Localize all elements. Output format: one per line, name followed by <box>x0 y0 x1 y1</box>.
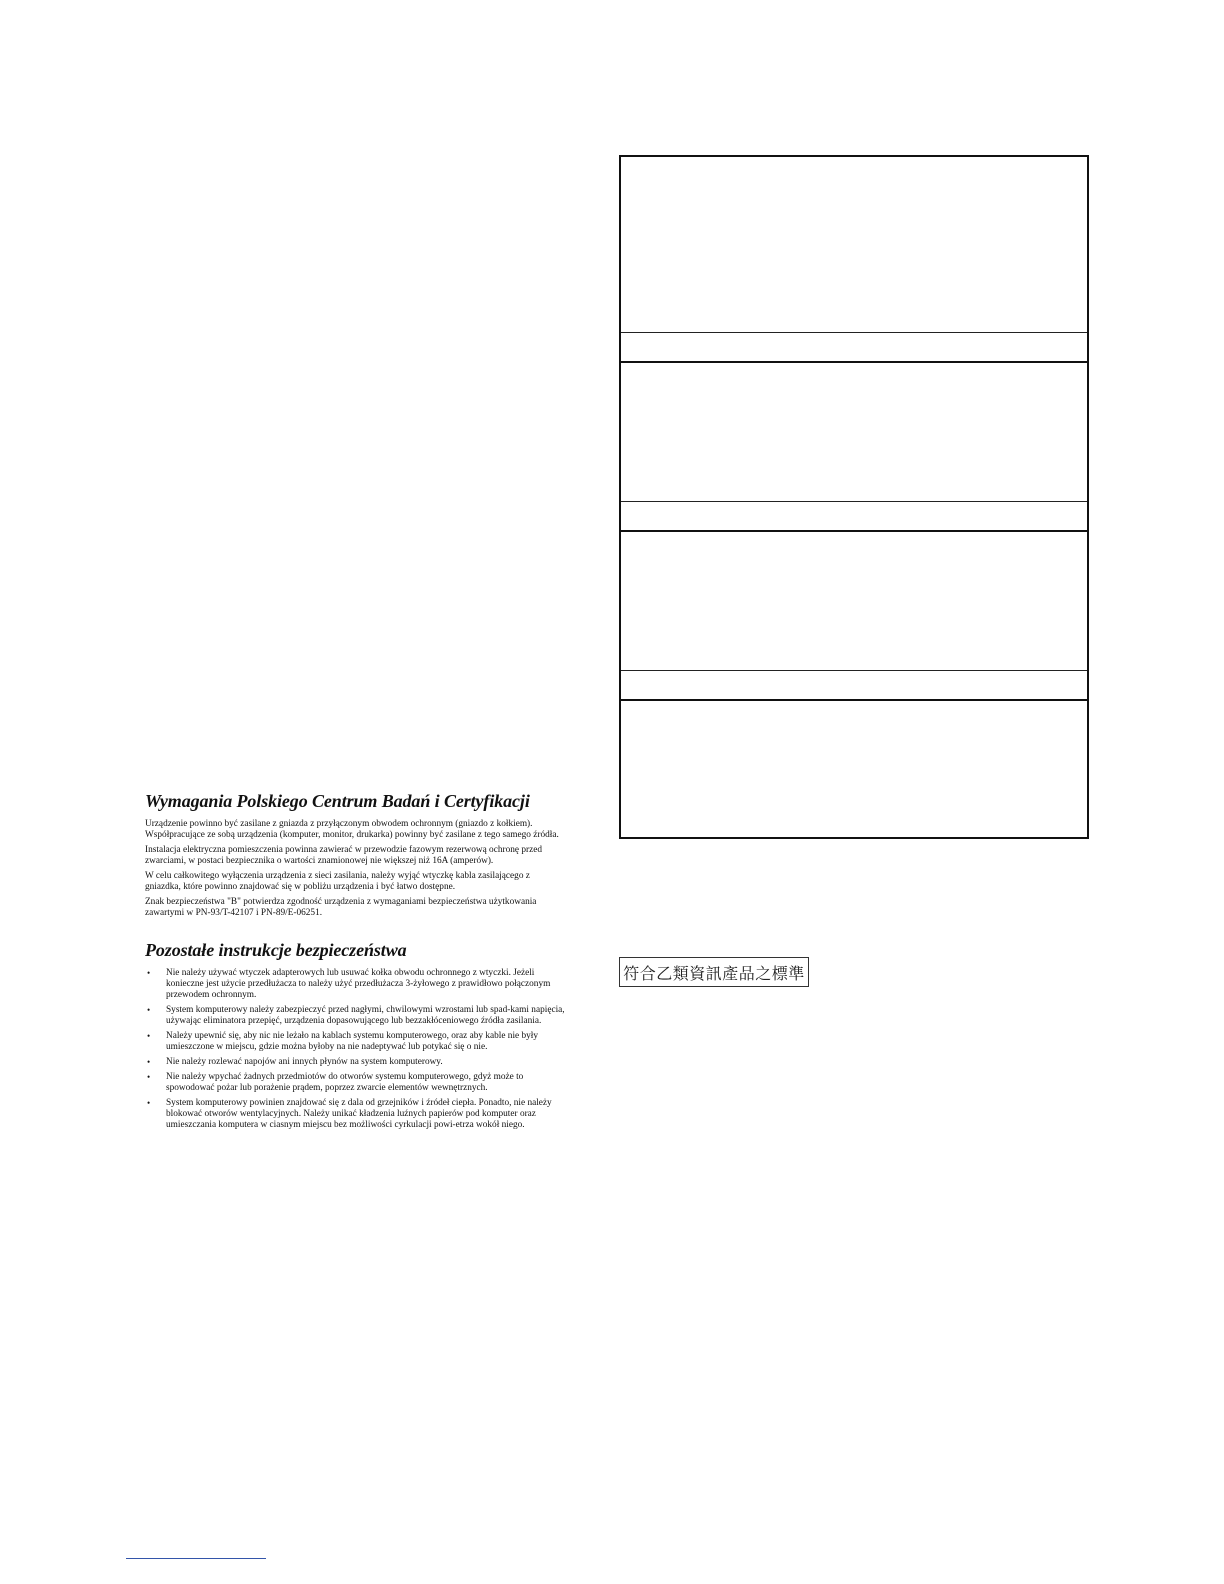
list-item <box>145 1005 565 1027</box>
list-item <box>145 1098 565 1131</box>
certification-box-table <box>619 155 1089 839</box>
list-item-text: System komputerowy powinien znajdować się z dala od grzejników i źródeł ciepła. Ponadto, nie należy blokować otworów wentylacyjnych. Należy unikać kładzenia luźnych papierów pod komputer oraz umieszczania komputera w ciasnym miejscu bez możliwości cyrkulacji powi-etrza wokół niego. <box>166 1098 552 1130</box>
pcbc-paragraph: Instalacja elektryczna pomieszczenia powinna zawierać w przewodzie fazowym rezerwową ochronę przed zwarciami, w postaci bezpiecznika o wartości znamionowej nie większej niż 16A (amperów). <box>145 845 542 866</box>
certification-box-cell <box>621 532 1087 671</box>
footnote-separator <box>126 1558 266 1559</box>
bullet-icon: • <box>147 1057 151 1067</box>
pcbc-paragraph: Urządzenie powinno być zasilane z gniazda z przyłączonym obwodem ochronnym (gniazdo z kołkiem). Współpracujące ze sobą urządzenia (komputer, monitor, drukarka) powinny być zasilane z tego samego źródła. <box>145 819 559 840</box>
list-item-text: Nie należy używać wtyczek adapterowych lub usuwać kołka obwodu ochronnego z wtyczki. Jeżeli konieczne jest użycie przedłużacza to należy użyć przedłużacza 3-żyłowego z prawidłowo połączonym przewodem ochronnym. <box>166 968 551 1000</box>
list-item <box>145 1031 565 1053</box>
pcbc-heading: Wymagania Polskiego Centrum Badań i Certyfikacji <box>145 791 530 811</box>
list-item-text: Nie należy wpychać żadnych przedmiotów do otworów systemu komputerowego, gdyż może to spowodować pożar lub porażenie prądem, poprzez zwarcie elementów wewnętrznych. <box>166 1072 524 1093</box>
bullet-icon: • <box>147 1098 151 1108</box>
other-safety-section <box>145 939 565 1131</box>
certification-box-cell <box>621 157 1087 333</box>
list-item-text: System komputerowy należy zabezpieczyć przed nagłymi, chwilowymi wzrostami lub spad-kami napięcia, używając eliminatora przepięć, urządzenia dopasowującego lub bezzakłóceniowego źródła zasilania. <box>166 1005 565 1026</box>
list-item-text: Należy upewnić się, aby nic nie leżało na kablach systemu komputerowego, oraz aby kable nie były umieszczone w miejscu, gdzie można byłoby na nie nadeptywać lub potykać się o nie. <box>166 1031 539 1052</box>
bullet-icon: • <box>147 1005 151 1015</box>
certification-box-cell <box>621 363 1087 502</box>
pcbc-paragraph: W celu całkowitego wyłączenia urządzenia z sieci zasilania, należy wyjąć wtyczkę kabla zasilającego z gniazdka, które powinno znajdować się w pobliżu urządzenia i być łatwo dostępne. <box>145 871 530 892</box>
certification-box-header-cell <box>621 502 1087 532</box>
certification-box-header-cell <box>621 671 1087 701</box>
list-item <box>145 1057 565 1068</box>
certification-box-cell <box>621 701 1087 837</box>
list-item <box>145 1072 565 1094</box>
certification-box-header-cell <box>621 333 1087 363</box>
pcbc-paragraph: Znak bezpieczeństwa "B" potwierdza zgodność urządzenia z wymaganiami bezpieczeństwa użytkowania zawartymi w PN-93/T-42107 i PN-89/E-06251. <box>145 897 537 918</box>
bullet-icon: • <box>147 1031 151 1041</box>
bullet-icon: • <box>147 968 151 978</box>
other-safety-heading: Pozostałe instrukcje bezpieczeństwa <box>145 940 407 960</box>
taiwan-class-b-label: 符合乙類資訊產品之標準 <box>619 957 809 987</box>
safety-instructions-list <box>145 968 565 1131</box>
bullet-icon: • <box>147 1072 151 1082</box>
list-item <box>145 968 565 1001</box>
polish-safety-column <box>145 790 565 1135</box>
list-item-text: Nie należy rozlewać napojów ani innych płynów na system komputerowy. <box>166 1057 443 1067</box>
